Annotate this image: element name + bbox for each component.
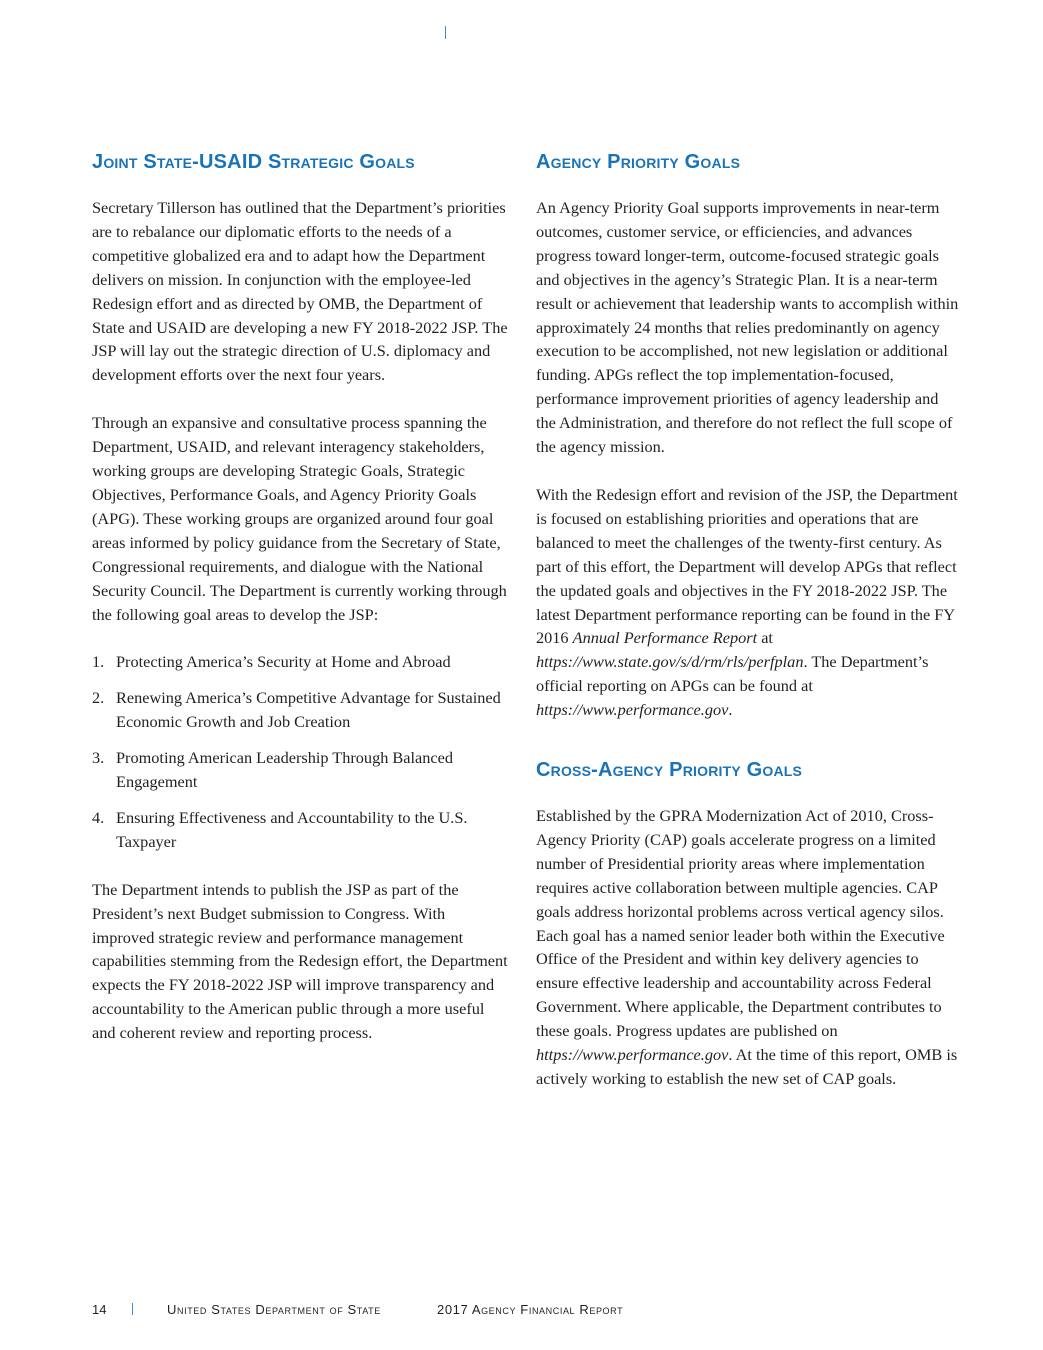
right-column [536,148,960,1091]
footer-report-title: 2017 Agency Financial Report [437,1301,624,1317]
report-title: Annual Performance Report [572,628,758,648]
section-heading-cross-agency-goals: Cross-Agency Priority Goals [536,759,803,782]
top-divider [445,26,446,39]
text-run: Established by the GPRA Modernization Act of 2010, Cross-Agency Priority (CAP) goals accelerate progress on a limited number of Presidential priority areas where implementation requires active collaboration between multiple agencies. CAP goals address horizontal problems across vertical agency silos. Each goal has a named senior leader both within the Executive Office of the President and within key delivery agencies to ensure effective leadership and accountability across Federal Government. Where applicable, the Department contributes to these goals. Progress updates are published on [536,806,945,1041]
list-item-text: Renewing America’s Competitive Advantage for Sustained Economic Growth and Job Creation [116,688,501,732]
list-number: 3. [92,748,105,768]
performance-gov-link[interactable]: https://www.performance.gov [536,700,729,720]
list-number: 4. [92,807,105,827]
page-footer [92,1300,1043,1318]
text-run: . The Department’s official reporting on APGs can be found at [536,652,929,696]
list-number: 1. [92,652,105,672]
performance-gov-link[interactable]: https://www.performance.gov [536,1045,729,1065]
paragraph: The Department intends to publish the JSP as part of the President’s next Budget submission to Congress. With improved strategic review and performance management capabilities stemming from the Redesign effort, the Department expects the FY 2018-2022 JSP will improve transparency and accountability to the American public through a more useful and coherent review and reporting process. [92,879,508,1043]
text-run: With the Redesign effort and revision of the JSP, the Department is focused on establishing priorities and operations that are balanced to meet the challenges of the twenty-first century. As part of this effort, the Department will develop APGs that reflect the updated goals and objectives in the FY 2018-2022 JSP. The latest Department performance reporting can be found in the FY 2016 [536,484,958,648]
footer-organization: United States Department of State [167,1301,381,1317]
page-number: 14 [92,1301,107,1317]
perfplan-link[interactable]: https://www.state.gov/s/d/rm/rls/perfplan [536,652,804,672]
paragraph [536,804,960,1091]
paragraph: An Agency Priority Goal supports improvements in near-term outcomes, customer service, or efficiencies, and advances progress toward longer-term, outcome-focused strategic goals and objectives in the agency’s Strategic Plan. It is a near-term result or achievement that leadership wants to accomplish within approximately 24 months that relies predominantly on agency execution to be accomplished, not new legislation or additional funding. APGs reflect the top implementation-focused, performance improvement priorities of agency leadership and the Administration, and therefore do not reflect the full scope of the agency mission. [536,198,959,457]
list-item-text: Protecting America’s Security at Home and Abroad [116,652,451,672]
text-run: . At the time of this report, OMB is actively working to establish the new set of CAP goals. [536,1045,958,1088]
left-column [92,148,510,1045]
list-number: 2. [92,688,105,708]
list-item-text: Promoting American Leadership Through Balanced Engagement [116,748,453,792]
paragraph [536,483,960,722]
footer-divider [132,1303,133,1315]
list-item [92,650,510,674]
paragraph: Through an expansive and consultative process spanning the Department, USAID, and relevant interagency stakeholders, working groups are developing Strategic Goals, Strategic Objectives, Performance Goals, and Agency Priority Goals (APG). These working groups are organized around four goal areas informed by policy guidance from the Secretary of State, Congressional requirements, and dialogue with the National Security Council. The Department is currently working through the following goal areas to develop the JSP: [92,413,507,624]
section-heading-agency-priority-goals: Agency Priority Goals [536,151,741,173]
paragraph: Secretary Tillerson has outlined that the Department’s priorities are to rebalance our diplomatic efforts to the needs of a competitive globalized era and to adapt how the Department delivers on mission. In conjunction with the employee-led Redesign effort and as directed by OMB, the Department of State and USAID are developing a new FY 2018-2022 JSP. The JSP will lay out the strategic direction of U.S. diplomacy and development efforts over the next four years. [92,198,508,385]
list-item [92,746,510,794]
list-item [92,686,510,734]
list-item-text: Ensuring Effectiveness and Accountability to the U.S. Taxpayer [116,807,468,851]
text-run: at [757,628,773,648]
section-heading-strategic-goals: Joint State-USAID Strategic Goals [92,151,415,173]
list-item [92,806,510,854]
goal-areas-list [92,650,510,853]
text-run: . [728,700,733,720]
